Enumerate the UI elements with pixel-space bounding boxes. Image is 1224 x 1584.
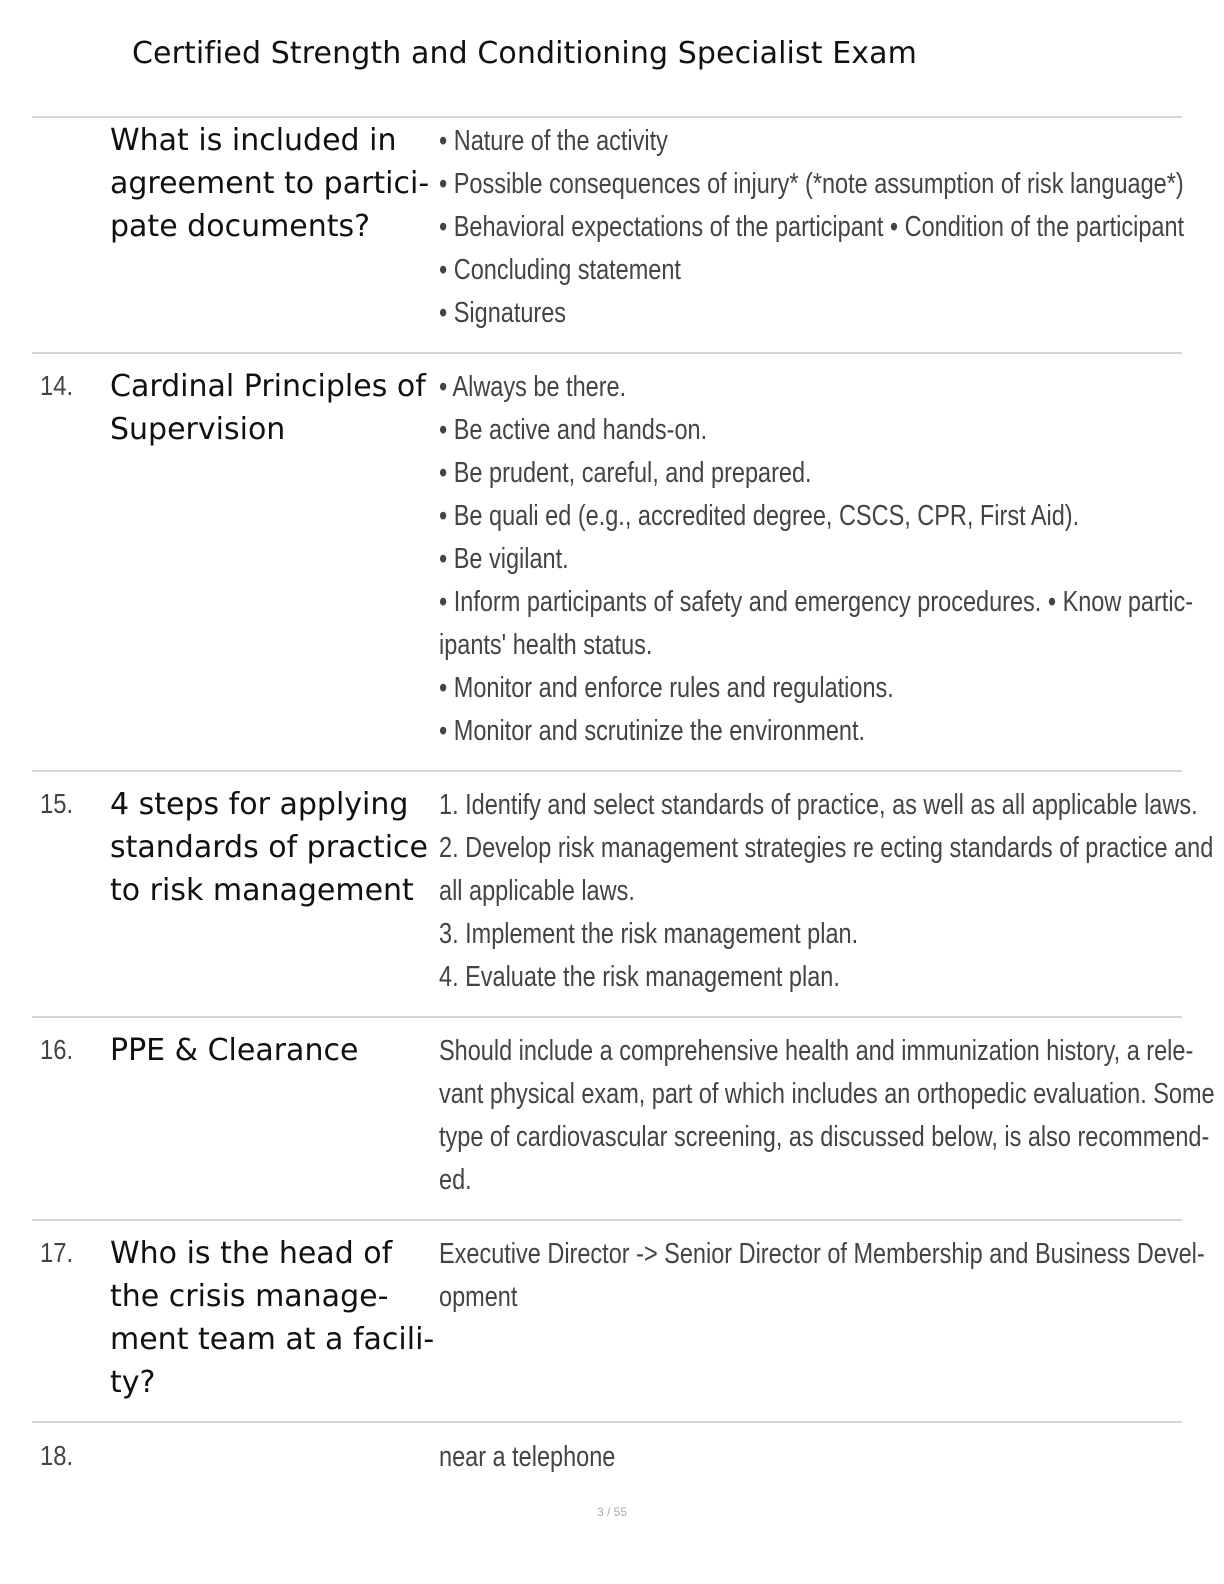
question-text [110,365,430,451]
answer-line: • Inform participants of safety and emergency procedures. • Know partic- [439,586,1194,618]
answer-line: ed. [439,1164,472,1196]
answer-line: • Be prudent, careful, and prepared. [439,457,812,489]
answer-text [439,366,1194,753]
answer-line: • Nature of the activity [439,125,668,157]
divider [32,1421,1182,1423]
answer-line: type of cardiovascular screening, as discussed below, is also recommend- [439,1121,1210,1153]
card-number: 15. [40,788,74,819]
question-line: Who is the head of [110,1236,393,1271]
answer-line: near a telephone [439,1441,616,1473]
question-line: ment team at a facili- [110,1322,435,1357]
answer-text [439,120,1185,335]
divider [32,352,1182,354]
question-text [110,783,430,912]
question-text [110,119,430,248]
question-line: What is included in [110,123,397,158]
answer-line: 4. Evaluate the risk management plan. [439,961,840,993]
answer-line: • Concluding statement [439,254,681,286]
answer-line: ipants' health status. [439,629,653,661]
card-number: 14. [40,370,74,401]
answer-line: • Always be there. [439,371,627,403]
question-line: pate documents? [110,209,371,244]
answer-line: 2. Develop risk management strategies re ecting standards of practice and [439,832,1214,864]
answer-text [439,1233,1205,1319]
question-line: agreement to partici- [110,166,430,201]
question-line: standards of practice [110,830,428,865]
answer-line: • Monitor and enforce rules and regulations. [439,672,894,704]
answer-line: • Be quali ed (e.g., accredited degree, CSCS, CPR, First Aid). [439,500,1080,532]
card-number: 16. [40,1034,74,1065]
question-line: to risk management [110,873,414,908]
divider [32,1219,1182,1221]
answer-text [439,1436,1168,1479]
answer-line: Should include a comprehensive health and immunization history, a rele- [439,1035,1194,1067]
answer-line: opment [439,1281,518,1313]
divider [32,1016,1182,1018]
question-line: Cardinal Principles of [110,369,426,404]
answer-line: vant physical exam, part of which includes an orthopedic evaluation. Some [439,1078,1215,1110]
question-line: ty? [110,1365,156,1400]
divider [32,116,1182,118]
question-text [110,1029,430,1072]
answer-line: Executive Director -> Senior Director of Membership and Business Devel- [439,1238,1205,1270]
answer-line: • Be active and hands-on. [439,414,708,446]
answer-line: • Behavioral expectations of the participant • Condition of the participant [439,211,1185,243]
question-line: PPE & Clearance [110,1033,359,1068]
divider [32,770,1182,772]
card-number: 17. [40,1237,74,1268]
question-line: the crisis manage- [110,1279,389,1314]
answer-text [439,1030,1215,1202]
page-title: Certified Strength and Conditioning Specialist Exam [132,36,917,71]
answer-line: 3. Implement the risk management plan. [439,918,859,950]
question-line: Supervision [110,412,286,447]
question-line: 4 steps for applying [110,787,409,822]
answer-line: • Possible consequences of injury* (*note assumption of risk language*) [439,168,1184,200]
answer-line: • Monitor and scrutinize the environment. [439,715,866,747]
question-text [110,1232,435,1404]
page-number: 3 / 55 [596,1505,628,1519]
answer-text [439,784,1214,999]
answer-line: 1. Identify and select standards of practice, as well as all applicable laws. [439,789,1198,821]
answer-line: all applicable laws. [439,875,635,907]
answer-line: • Signatures [439,297,567,329]
card-number: 18. [40,1440,74,1471]
answer-line: • Be vigilant. [439,543,569,575]
